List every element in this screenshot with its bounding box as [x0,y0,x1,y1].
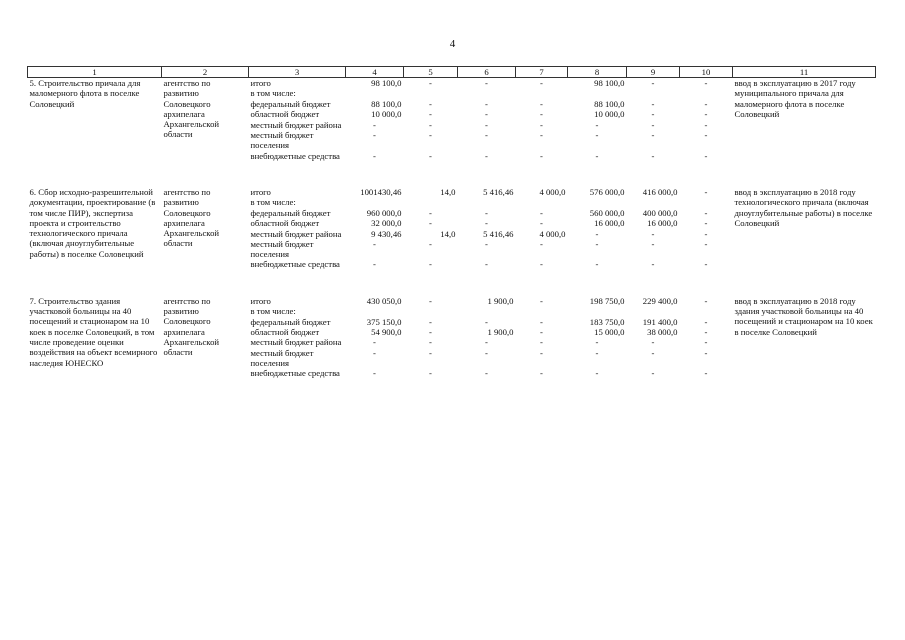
table-row [28,78,876,89]
column-number-4: 4 [346,67,404,78]
amount-cell-c10: - [704,259,708,270]
column-number-row [28,67,876,78]
amount-cell-c4: - [373,337,376,348]
amount-cell-c6: - [485,129,488,140]
funding-source: федеральный бюджет [250,207,331,218]
amount-cell-c9: 191 400,0 [642,316,678,327]
amount-cell-c7: - [540,295,543,306]
amount-cell-c5: - [429,150,432,161]
amount-cell-c4: - [373,119,376,130]
responsible-agency: агентство по развитию Соловецкого архипелага Архангельской области [163,186,220,249]
expected-result: ввод в эксплуатацию в 2017 году муниципального причала для маломерного флота в поселке Соловецкий [734,78,856,119]
amount-cell-c10: - [704,119,708,130]
amount-cell-c6: - [485,150,488,161]
amount-cell-c4: 9 430,46 [371,228,402,239]
column-number-11: 11 [733,67,876,78]
funding-source: внебюджетные средства [250,150,340,161]
measure-name: 6. Сбор исходно-разрешительной документации, проектирование (в том числе ПИР), экспертиза проекта и строительство технологического причала (включая дноуглубительные работы) в поселке Соловецкий [29,186,156,259]
amount-cell-c10 [680,306,733,316]
program-table [27,66,876,379]
spacer-cell [28,270,876,296]
amount-cell-c7: - [540,327,543,338]
amount-cell-c10: - [704,109,708,120]
amount-cell-c7 [516,306,568,316]
measure-name: 5. Строительство причала для маломерного флота в поселке Соловецкий [29,78,141,109]
amount-cell-c7: - [540,238,543,249]
funding-source: итого [250,78,271,88]
amount-cell-c9 [627,88,680,98]
funding-source: местный бюджет поселения [250,347,314,369]
amount-cell-c7: - [540,119,543,130]
funding-source: внебюджетные средства [250,368,340,379]
amount-cell-c7: - [540,347,543,358]
amount-cell-c6: - [485,316,488,327]
funding-source: местный бюджет района [250,337,342,348]
amount-cell-c8: 560 000,0 [589,207,625,218]
amount-cell-c9: - [651,368,655,379]
amount-cell-c4: 10 000,0 [371,109,402,120]
amount-cell-c5: - [429,78,432,88]
amount-cell-c5: - [429,119,432,130]
funding-source: местный бюджет района [250,228,342,239]
measure-name: 7. Строительство здания участковой больницы на 40 посещений и стационаром на 10 коек в поселке Соловецкий, в том числе проведение оценки воздействия на объект всемирного наследия ЮНЕСКО [29,295,158,368]
amount-cell-c5 [404,197,458,207]
amount-cell-c10: - [704,207,708,218]
amount-cell-c6: - [485,337,488,348]
amount-cell-c7: - [540,316,543,327]
amount-cell-c6: - [485,238,488,249]
amount-cell-c4: - [373,368,376,379]
amount-cell-c8: - [595,238,599,249]
amount-cell-c10 [680,88,733,98]
funding-source: в том числе: [250,88,296,99]
amount-cell-c10 [680,197,733,207]
amount-cell-c8: 15 000,0 [594,327,625,338]
amount-cell-c5: - [429,129,432,140]
amount-cell-c9: - [651,98,655,109]
amount-cell-c9: - [651,238,655,249]
amount-cell-c8: 88 100,0 [594,98,625,109]
table-row [28,187,876,197]
amount-cell-c8: - [595,259,599,270]
amount-cell-c4: - [373,150,376,161]
expected-result: ввод в эксплуатацию в 2018 году технологического причала (включая дноуглубительные работы) в поселке Соловецкий [734,186,873,228]
amount-cell-c10: - [704,150,708,161]
amount-cell-c6: 1 900,0 [487,295,514,306]
amount-cell-c8: - [595,337,599,348]
amount-cell-c6: 5 416,46 [483,228,514,239]
amount-cell-c9: - [651,129,655,140]
amount-cell-c8 [568,88,627,98]
amount-cell-c9: 38 000,0 [647,327,678,338]
column-number-5: 5 [404,67,458,78]
amount-cell-c9: 416 000,0 [642,186,678,197]
amount-cell-c8: 10 000,0 [594,109,625,120]
amount-cell-c5 [404,306,458,316]
amount-cell-c9: - [651,109,655,120]
amount-cell-c6 [458,88,516,98]
amount-cell-c5: - [429,337,432,348]
responsible-agency: агентство по развитию Соловецкого архипелага Архангельской области [163,295,220,358]
amount-cell-c8: 98 100,0 [594,78,625,88]
amount-cell-c4: 375 150,0 [366,316,402,327]
amount-cell-c7: - [540,207,543,218]
amount-cell-c6: - [485,207,488,218]
amount-cell-c6: - [485,78,488,88]
section-spacer [28,161,876,187]
funding-source: местный бюджет района [250,119,342,130]
amount-cell-c10: - [704,228,708,239]
amount-cell-c6: - [485,119,488,130]
funding-source: местный бюджет поселения [250,129,314,151]
amount-cell-c7 [516,197,568,207]
amount-cell-c7: - [540,337,543,348]
amount-cell-c6 [458,197,516,207]
amount-cell-c9: - [651,119,655,130]
amount-cell-c7: - [540,259,543,270]
amount-cell-c9: - [651,347,655,358]
amount-cell-c4: - [373,347,376,358]
amount-cell-c9 [627,197,680,207]
amount-cell-c5: - [429,295,432,306]
table-row [28,296,876,306]
amount-cell-c5: - [429,207,432,218]
amount-cell-c10: - [704,337,708,348]
funding-source: в том числе: [250,306,296,317]
amount-cell-c7: - [540,368,543,379]
amount-cell-c5: 14,0 [440,228,456,239]
amount-cell-c6 [458,306,516,316]
amount-cell-c8: 16 000,0 [594,218,625,229]
amount-cell-c10: - [704,98,708,109]
amount-cell-c10: - [704,316,708,327]
funding-source: областной бюджет [250,327,320,338]
amount-cell-c6: - [485,98,488,109]
amount-cell-c4: 1001430,46 [360,186,402,197]
table-body [28,67,876,379]
amount-cell-c9: - [651,337,655,348]
amount-cell-c7: - [540,218,543,229]
funding-source: областной бюджет [250,109,320,120]
funding-source: внебюджетные средства [250,259,340,270]
funding-source: федеральный бюджет [250,316,331,327]
amount-cell-c10: - [704,218,708,229]
amount-cell-c7 [516,88,568,98]
amount-cell-c8: - [595,368,599,379]
amount-cell-c7: - [540,129,543,140]
column-number-9: 9 [627,67,680,78]
page-number: 4 [449,38,456,50]
amount-cell-c4 [346,306,404,316]
amount-cell-c7: 4 000,0 [539,228,566,239]
amount-cell-c5: - [429,218,432,229]
amount-cell-c10: - [704,129,708,140]
amount-cell-c6: - [485,259,488,270]
amount-cell-c4: - [373,129,376,140]
amount-cell-c5: - [429,109,432,120]
amount-cell-c5: 14,0 [440,186,456,197]
section-spacer [28,270,876,296]
funding-source: местный бюджет поселения [250,238,314,260]
amount-cell-c6: - [485,368,488,379]
funding-source: итого [250,295,271,306]
funding-source: областной бюджет [250,218,320,229]
amount-cell-c10: - [704,327,708,338]
amount-cell-c7: - [540,109,543,120]
amount-cell-c10: - [704,347,708,358]
amount-cell-c10: - [704,368,708,379]
amount-cell-c6: 5 416,46 [483,186,514,197]
column-number-10: 10 [680,67,733,78]
amount-cell-c7: - [540,78,543,88]
amount-cell-c4: 88 100,0 [371,98,402,109]
amount-cell-c5: - [429,238,432,249]
column-number-2: 2 [162,67,249,78]
amount-cell-c5: - [429,98,432,109]
amount-cell-c8: 183 750,0 [589,316,625,327]
column-number-6: 6 [458,67,516,78]
amount-cell-c9: - [651,150,655,161]
amount-cell-c9: 400 000,0 [642,207,678,218]
expected-result: ввод в эксплуатацию в 2018 году здания участковой больницы на 40 посещений и стационаром на 10 коек в поселке Соловецкий [734,295,873,337]
amount-cell-c8: 576 000,0 [589,186,625,197]
amount-cell-c10: - [704,295,708,306]
funding-source: федеральный бюджет [250,98,331,109]
column-number-1: 1 [28,67,162,78]
column-number-3: 3 [249,67,346,78]
amount-cell-c4: - [373,238,376,249]
amount-cell-c8 [568,197,627,207]
amount-cell-c9 [627,306,680,316]
amount-cell-c4: 54 900,0 [371,327,402,338]
amount-cell-c5: - [429,368,432,379]
amount-cell-c4: 32 000,0 [371,218,402,229]
amount-cell-c4: 430 050,0 [366,295,402,306]
amount-cell-c8: - [595,347,599,358]
amount-cell-c7: - [540,98,543,109]
responsible-agency: агентство по развитию Соловецкого архипелага Архангельской области [163,78,220,140]
amount-cell-c9: - [651,259,655,270]
amount-cell-c6: - [485,218,488,229]
amount-cell-c9: 16 000,0 [647,218,678,229]
amount-cell-c4: 960 000,0 [366,207,402,218]
amount-cell-c6: - [485,109,488,120]
amount-cell-c8: - [595,228,599,239]
amount-cell-c5 [404,88,458,98]
amount-cell-c6: 1 900,0 [487,327,514,338]
amount-cell-c4: - [373,259,376,270]
amount-cell-c9: 229 400,0 [642,295,678,306]
amount-cell-c10: - [704,238,708,249]
amount-cell-c8 [568,306,627,316]
amount-cell-c9: - [651,228,655,239]
amount-cell-c10: - [704,186,708,197]
amount-cell-c10: - [704,78,708,88]
amount-cell-c8: - [595,129,599,140]
amount-cell-c8: - [595,119,599,130]
amount-cell-c5: - [429,347,432,358]
amount-cell-c6: - [485,347,488,358]
amount-cell-c4: 98 100,0 [371,78,402,88]
amount-cell-c4 [346,197,404,207]
amount-cell-c4 [346,88,404,98]
spacer-cell [28,161,876,187]
amount-cell-c5: - [429,316,432,327]
column-number-8: 8 [568,67,627,78]
amount-cell-c7: - [540,150,543,161]
funding-source: итого [250,186,271,197]
amount-cell-c8: - [595,150,599,161]
column-number-7: 7 [516,67,568,78]
amount-cell-c9: - [651,78,655,88]
funding-source: в том числе: [250,197,296,208]
amount-cell-c8: 198 750,0 [589,295,625,306]
amount-cell-c7: 4 000,0 [539,186,566,197]
amount-cell-c5: - [429,259,432,270]
amount-cell-c5: - [429,327,432,338]
